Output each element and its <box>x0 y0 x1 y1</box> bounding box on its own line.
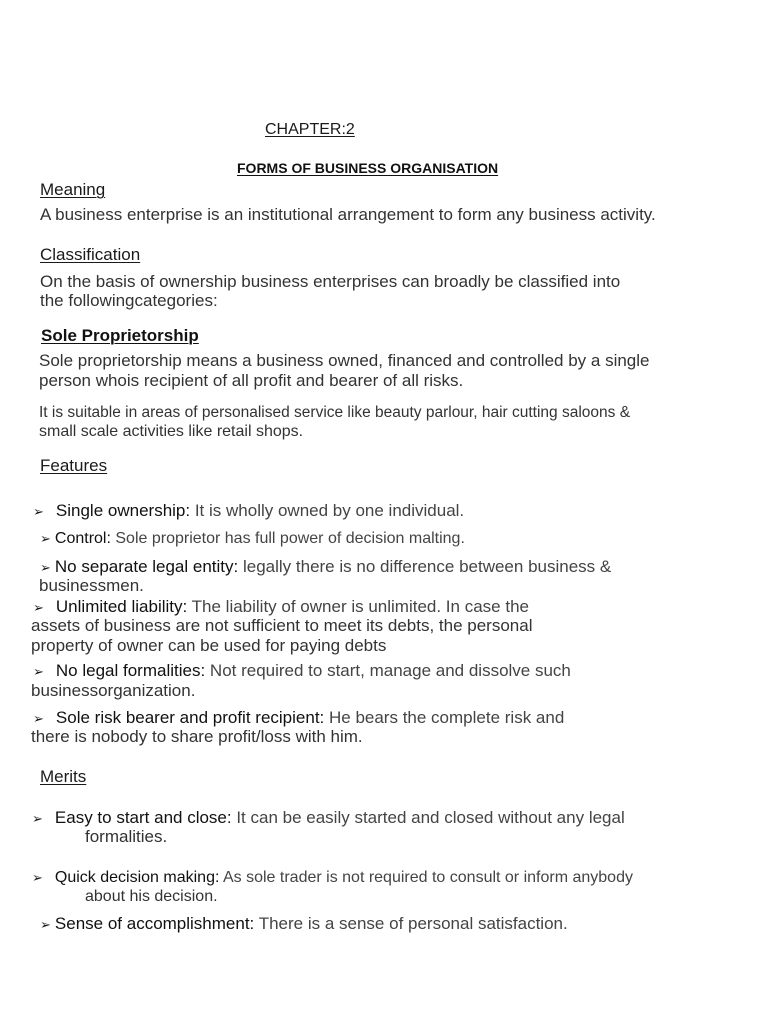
sole-suitable-line: It is suitable in areas of personalised service like beauty parlour, hair cutting saloons & <box>39 404 631 421</box>
feature-text: Sole proprietor has full power of decision malting. <box>110 530 465 547</box>
merit-item <box>32 869 633 887</box>
feature-text: legally there is no difference between business & <box>238 557 612 576</box>
feature-item <box>33 597 529 617</box>
feature-text: He bears the complete risk and <box>324 708 565 727</box>
feature-text: Not required to start, manage and dissolve such <box>205 661 571 680</box>
classification-line: On the basis of ownership business enterprises can broadly be classified into <box>40 272 621 291</box>
page-title: FORMS OF BUSINESS ORGANISATION <box>237 160 499 176</box>
feature-text: It is wholly owned by one individual. <box>190 501 465 520</box>
sole-definition-line: Sole proprietorship means a business owned, financed and controlled by a single <box>39 351 650 370</box>
feature-continuation: there is nobody to share profit/loss with him. <box>31 727 363 746</box>
arrow-bullet-icon: ➢ <box>33 504 44 519</box>
merit-key: Quick decision making: <box>54 869 220 886</box>
sole-proprietorship-heading: Sole Proprietorship <box>41 326 199 345</box>
feature-key: Control: <box>54 530 111 547</box>
features-heading: Features <box>40 456 108 475</box>
merit-item <box>32 808 625 828</box>
arrow-bullet-icon: ➢ <box>40 917 51 932</box>
feature-key: Single ownership: <box>55 501 191 520</box>
merit-text: As sole trader is not required to consult or inform anybody <box>219 869 633 886</box>
merit-text: There is a sense of personal satisfaction. <box>254 914 568 933</box>
arrow-bullet-icon: ➢ <box>33 600 44 615</box>
sole-definition-line: person whois recipient of all profit and bearer of all risks. <box>39 371 464 390</box>
feature-item <box>33 708 564 728</box>
arrow-bullet-icon: ➢ <box>33 664 44 679</box>
merit-item <box>40 914 568 934</box>
feature-item <box>33 501 464 521</box>
meaning-text: A business enterprise is an institutional arrangement to form any business activity. <box>40 205 656 224</box>
merits-heading: Merits <box>40 767 87 786</box>
feature-item <box>33 661 571 681</box>
feature-item <box>40 530 465 548</box>
arrow-bullet-icon: ➢ <box>40 531 51 546</box>
feature-continuation: property of owner can be used for paying debts <box>31 636 387 655</box>
classification-heading: Classification <box>40 245 141 264</box>
feature-key: No separate legal entity: <box>54 557 239 576</box>
merit-text: It can be easily started and closed without any legal <box>231 808 625 827</box>
merit-continuation: about his decision. <box>85 888 218 905</box>
feature-continuation: businessmen. <box>39 576 144 595</box>
feature-text: The liability of owner is unlimited. In case the <box>187 597 529 616</box>
meaning-heading: Meaning <box>40 180 106 199</box>
arrow-bullet-icon: ➢ <box>33 711 44 726</box>
arrow-bullet-icon: ➢ <box>32 870 43 885</box>
classification-line: the followingcategories: <box>40 291 218 310</box>
merit-key: Easy to start and close: <box>54 808 232 827</box>
sole-suitable-line: small scale activities like retail shops. <box>39 423 304 440</box>
merit-key: Sense of accomplishment: <box>54 914 255 933</box>
chapter-number: CHAPTER:2 <box>265 121 355 138</box>
feature-key: No legal formalities: <box>55 661 206 680</box>
feature-key: Unlimited liability: <box>55 597 188 616</box>
feature-continuation: businessorganization. <box>31 681 196 700</box>
arrow-bullet-icon: ➢ <box>40 560 51 575</box>
feature-key: Sole risk bearer and profit recipient: <box>55 708 325 727</box>
arrow-bullet-icon: ➢ <box>32 811 43 826</box>
merit-continuation: formalities. <box>85 827 168 846</box>
feature-continuation: assets of business are not sufficient to meet its debts, the personal <box>31 616 533 635</box>
feature-item <box>40 557 611 577</box>
